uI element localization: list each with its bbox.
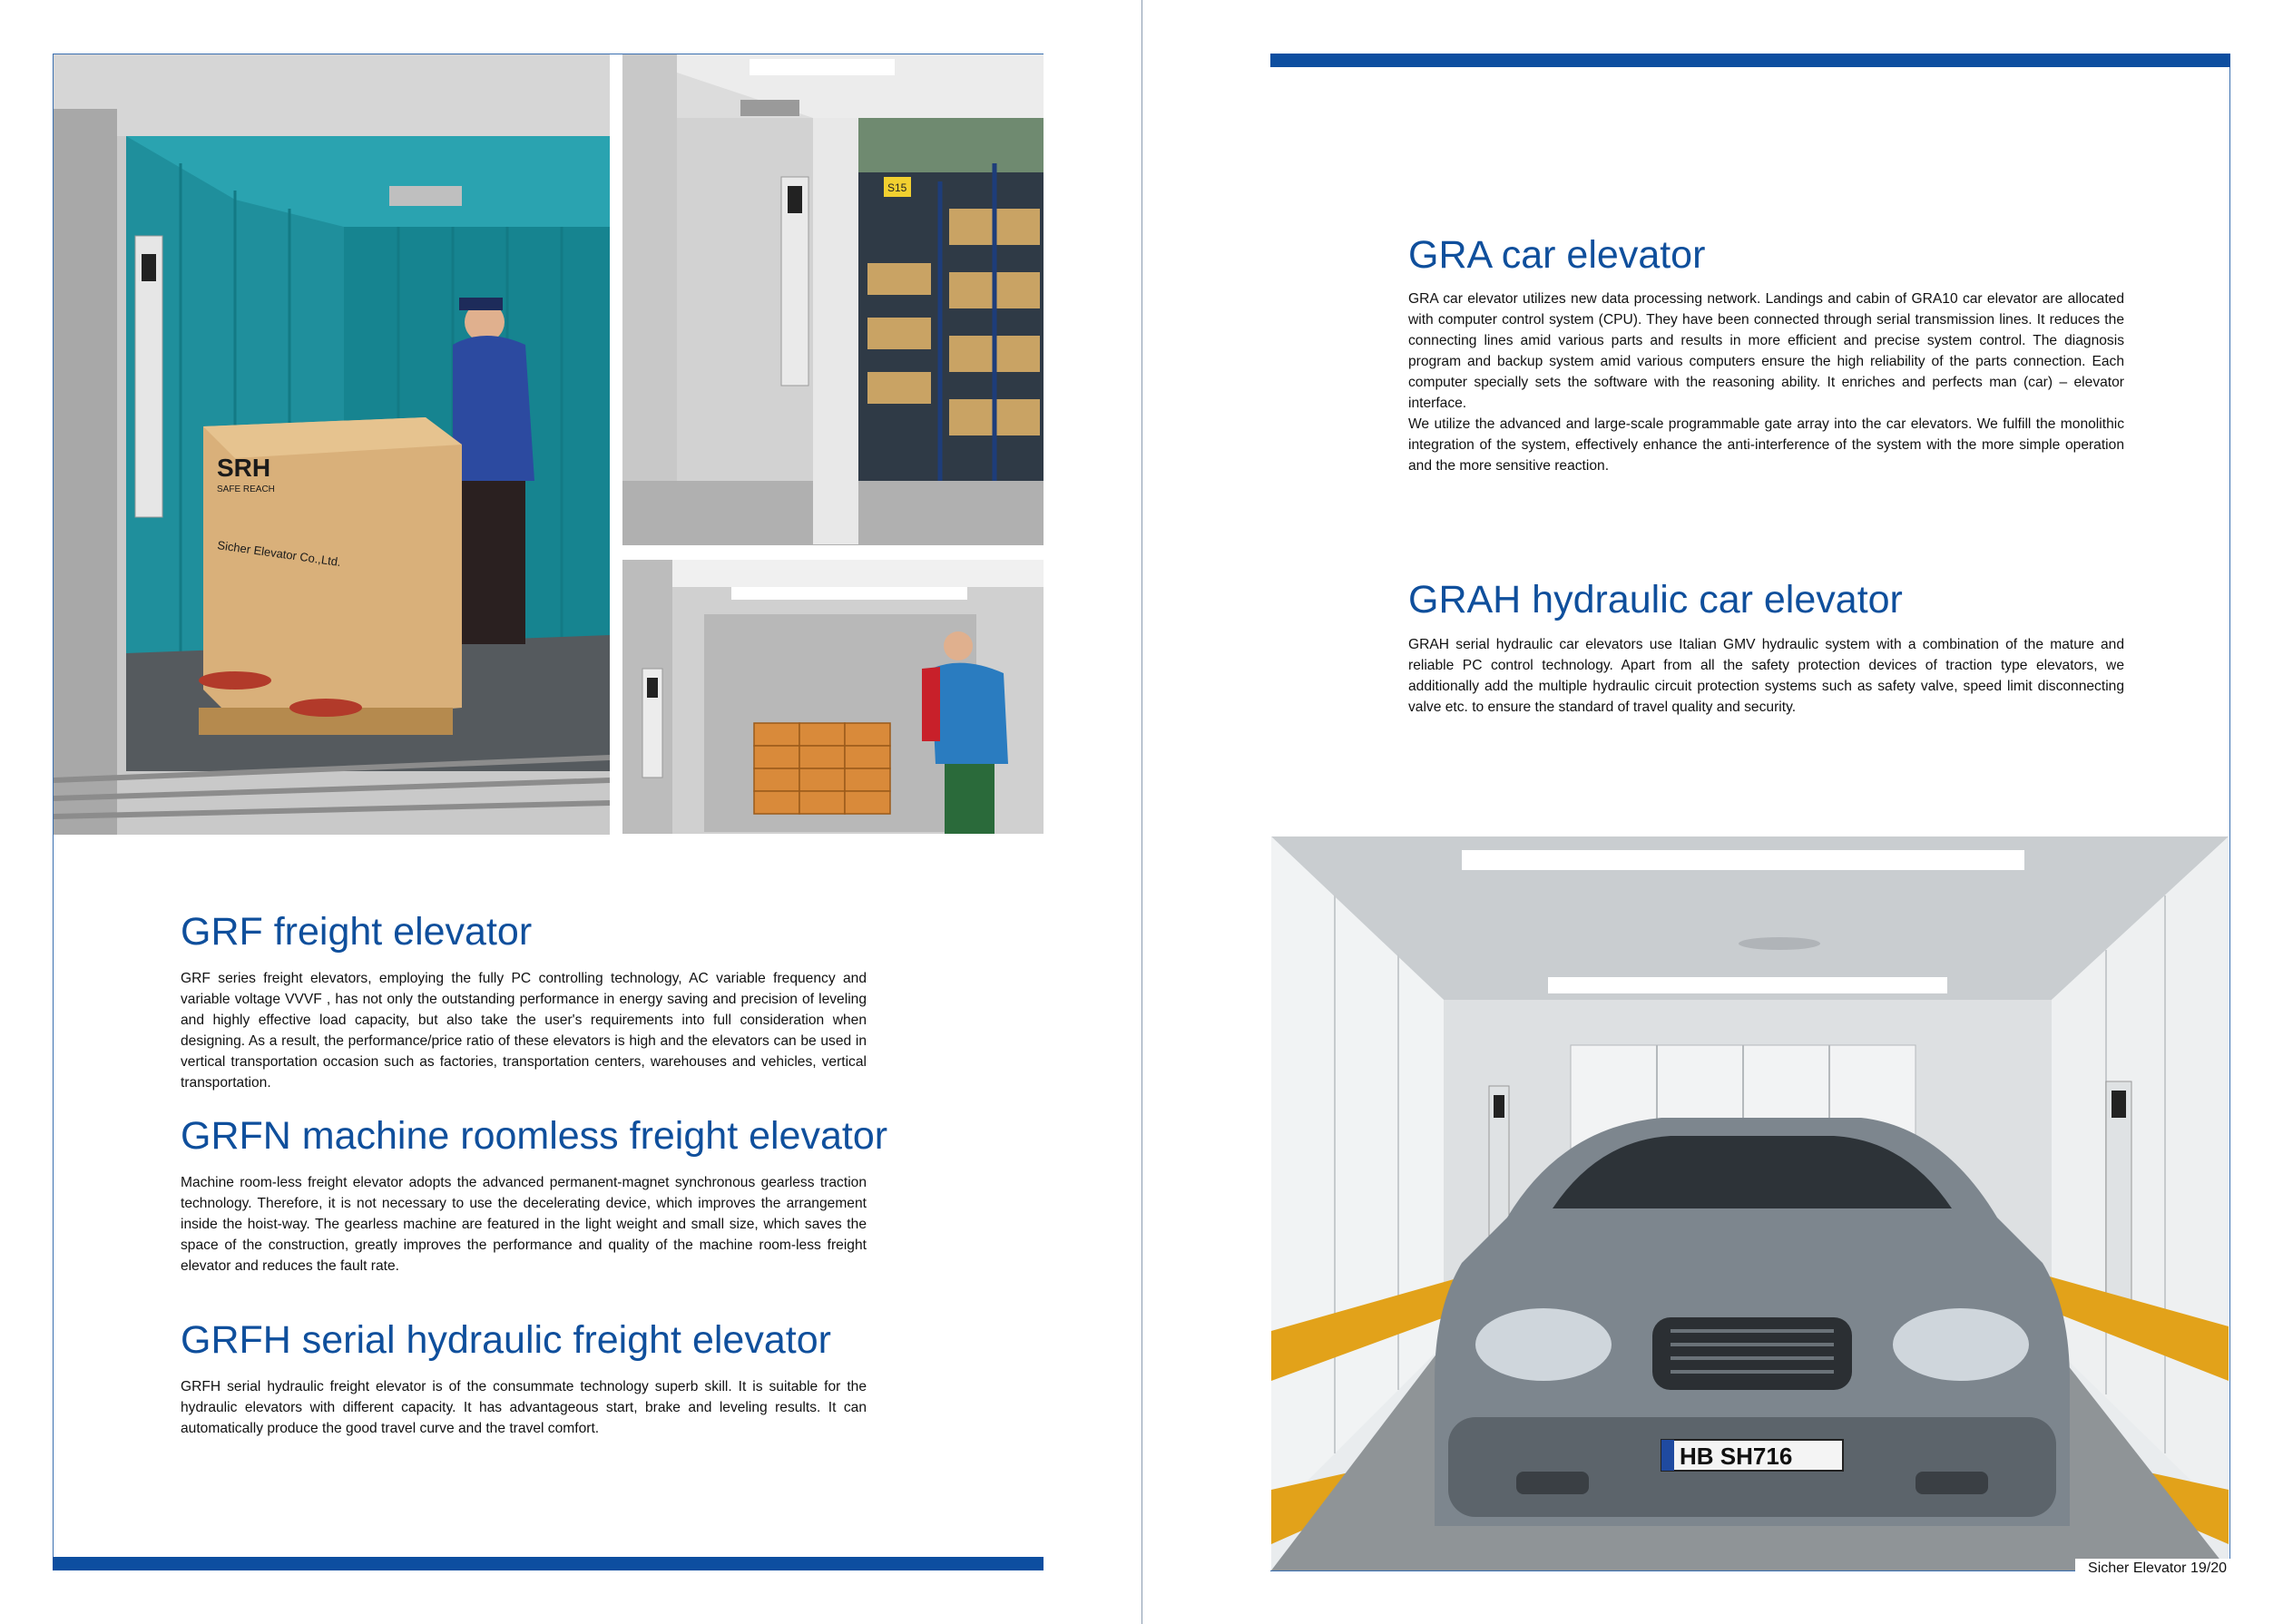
grfn-body: Machine room-less freight elevator adopts the advanced permanent-magnet synchronous gearless traction technology. Therefore, it is not necessary to use the decelerating device, which improves the arrangement inside the hoist-way. The gearless machine are featured in the light weight and small size, which saves the space of the construction, greatly improves the performance and quality of the machine room-less freight elevator and reduces the fault rate. <box>181 1175 867 1274</box>
top-accent-bar <box>1270 54 2230 67</box>
grfh-body: GRFH serial hydraulic freight elevator is of the consummate technology superb skill. It is suitable for the hydraulic elevators with different capacity. It has advantageous start, brake and leveling results. It can automatically produce the good travel curve and the travel comfort. <box>181 1379 867 1436</box>
frame-right-side <box>2229 54 2230 1570</box>
box-sub-text: SAFE REACH <box>217 484 275 494</box>
page-footer: Sicher Elevator 19/20 <box>2075 1559 2239 1579</box>
grah-title: GRAH hydraulic car elevator <box>1408 578 1903 621</box>
grfh-title: GRFH serial hydraulic freight elevator <box>181 1318 831 1362</box>
gra-body-2: We utilize the advanced and large-scale programmable gate array into the car elevators. We fulfill the monolithic integration of the system, effectively enhance the anti-interference of the system with the more simple operation and the more sensitive reaction. <box>1408 416 2124 474</box>
bottom-accent-bar <box>53 1557 1044 1570</box>
grf-title: GRF freight elevator <box>181 910 533 954</box>
grf-body: GRF series freight elevators, employing the fully PC controlling technology, AC variable frequency and variable voltage VVVF , has not only the outstanding performance in energy saving and precision of leveling and highly effective load capacity, but also take the user's requirements into full consideration when designing. As a result, the performance/price ratio of these elevators is high and the elevators can be used in vertical transportation occasion such as factories, transportation centers, warehouses and vehicles, vertical transportation. <box>181 971 867 1091</box>
freight-elevator-photo-2 <box>622 54 1044 545</box>
license-plate-text: HB SH716 <box>1680 1443 1793 1470</box>
grah-body: GRAH serial hydraulic car elevators use Italian GMV hydraulic system with a combination of the mature and reliable PC control technology. Apart from all the safety protection devices of traction type elevators, we additionally add the multiple hydraulic circuit protection systems such as safety valve, speed limit disconnecting valve etc. to ensure the standard of travel quality and security. <box>1408 637 2124 715</box>
box-company-text: Sicher Elevator Co.,Ltd. <box>216 538 342 570</box>
grfn-title: GRFN machine roomless freight elevator <box>181 1114 888 1158</box>
freight-elevator-photo-3 <box>622 560 1044 834</box>
freight-elevator-photo-1 <box>54 54 610 835</box>
gra-body: GRA car elevator utilizes new data processing network. Landings and cabin of GRA10 car elevator are allocated with computer control system (CPU). They have been connected through serial transmission lines. It reduces the connecting lines amid various parts and results in more efficient and precise system control. The diagnosis program and backup system amid various computers ensure the high reliability of the parts connection. Each computer specially sets the software with the reasoning ability. It enriches and perfects man (car) – elevator interface. <box>1408 291 2124 411</box>
gra-title: GRA car elevator <box>1408 233 1706 277</box>
warehouse-sign-text: S15 <box>887 181 907 194</box>
box-brand-text: SRH <box>217 454 271 482</box>
car-elevator-photo <box>1271 836 2229 1570</box>
